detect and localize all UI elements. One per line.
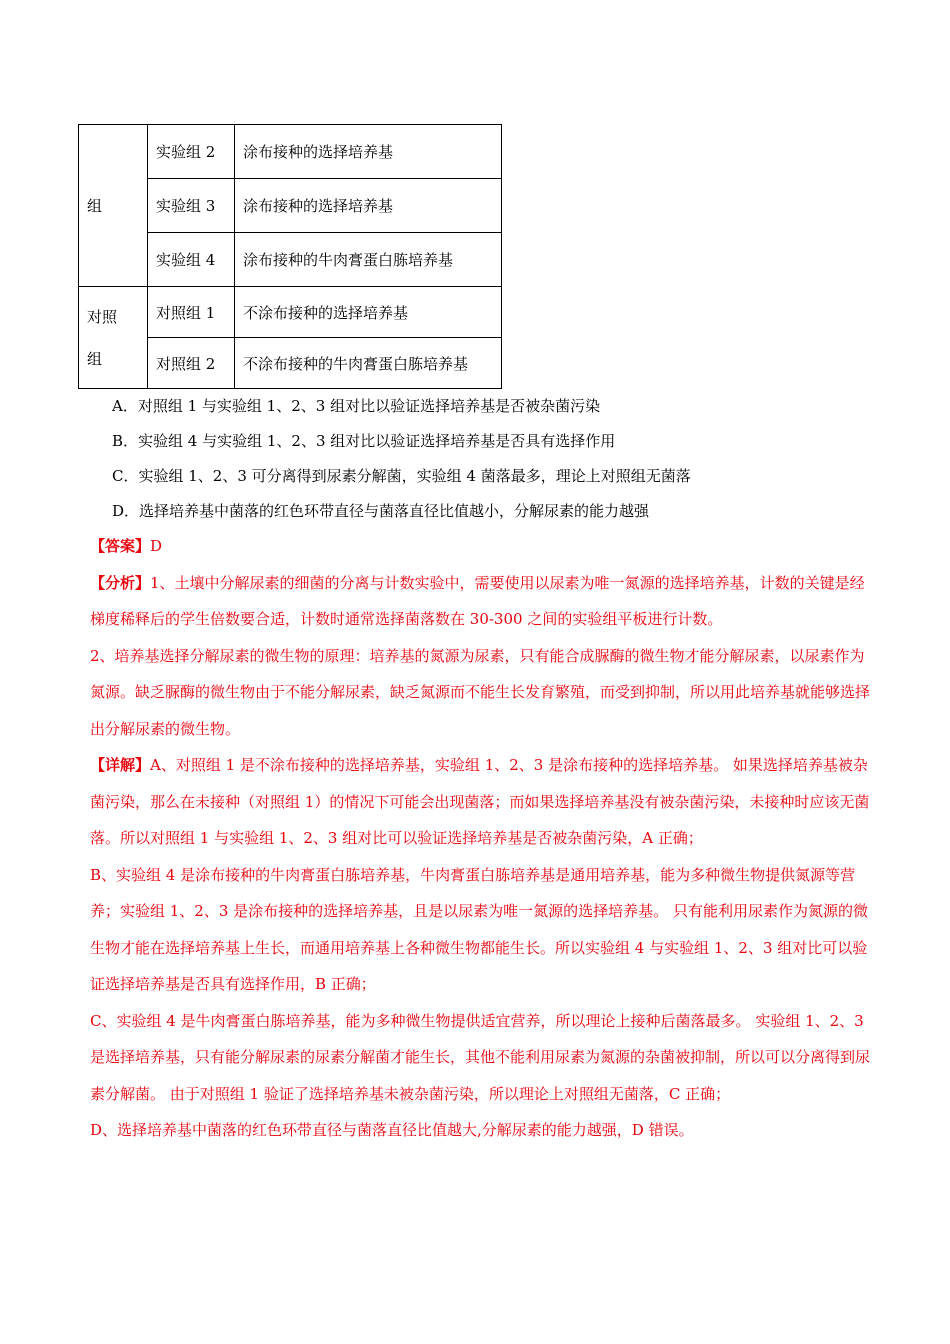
group-control-line2: 组 bbox=[87, 349, 103, 368]
option-b: B．实验组 4 与实验组 1、2、3 组对比以验证选择培养基是否具有选择作用 bbox=[112, 432, 616, 450]
answer-section bbox=[90, 528, 870, 1149]
analysis-para-1 bbox=[90, 565, 870, 638]
row-name: 对照组 1 bbox=[148, 287, 235, 338]
detail-label: 【详解】 bbox=[90, 756, 151, 774]
group-cell-control bbox=[79, 287, 148, 389]
analysis-para-2: 2、培养基选择分解尿素的微生物的原理：培养基的氮源为尿素，只有能合成脲酶的微生物才能分解尿素，以尿素作为氮源。缺乏脲酶的微生物由于不能分解尿素，缺乏氮源而不能生长发育繁殖，而受到抑制，所以用此培养基就能够选择出分解尿素的微生物。 bbox=[90, 646, 871, 738]
row-name: 对照组 2 bbox=[148, 338, 235, 389]
detail-text-a: A、对照组 1 是不涂布接种的选择培养基，实验组 1、2、3 是涂布接种的选择培养基。 如果选择培养基被杂菌污染，那么在未接种（对照组 1）的情况下可能会出现菌落；而如果选择培养基没有被杂菌污染，未接种时应该无菌落。所以对照组 1 与实验组 1、2、3 组对比可以验证选择培养基是否被杂菌污染，A 正确； bbox=[90, 756, 870, 847]
row-desc: 不涂布接种的牛肉膏蛋白胨培养基 bbox=[235, 338, 502, 389]
analysis-label: 【分析】 bbox=[90, 573, 151, 592]
experiment-table bbox=[78, 124, 502, 389]
table-row bbox=[79, 287, 502, 338]
row-name: 实验组 4 bbox=[148, 233, 235, 287]
group-cell-experiment: 组 bbox=[79, 125, 148, 287]
detail-para-b: B、实验组 4 是涂布接种的牛肉膏蛋白胨培养基，牛肉膏蛋白胨培养基是通用培养基，能为多种微生物提供氮源等营养；实验组 1、2、3 是涂布接种的选择培养基，且是以尿素为唯一氮源的选择培养基。 只有能利用尿素作为氮源的微生物才能在选择培养基上生长，而通用培养基上各种微生物都能生长。所以实验组 4 与实验组 1、2、3 组对比可以验证选择培养基是否具有选择作用，B 正确； bbox=[90, 865, 868, 993]
detail-para-c: C、实验组 4 是牛肉膏蛋白胨培养基，能为多种微生物提供适宜营养，所以理论上接种后菌落最多。 实验组 1、2、3 是选择培养基，只有能分解尿素的尿素分解菌才能生长，其他不能利用尿素为氮源的杂菌被抑制，所以可以分离得到尿素分解菌。 由于对照组 1 验证了选择培养基未被杂菌污染，所以理论上对照组无菌落，C 正确； bbox=[90, 1011, 871, 1103]
row-name: 实验组 3 bbox=[148, 179, 235, 233]
row-name: 实验组 2 bbox=[148, 125, 235, 179]
detail-para-d: D、选择培养基中菌落的红色环带直径与菌落直径比值越大,分解尿素的能力越强，D 错误。 bbox=[90, 1121, 694, 1139]
row-desc: 涂布接种的选择培养基 bbox=[235, 125, 502, 179]
answer-line bbox=[90, 528, 870, 565]
row-desc: 涂布接种的牛肉膏蛋白胨培养基 bbox=[235, 233, 502, 287]
detail-para-a bbox=[90, 747, 870, 857]
row-desc: 不涂布接种的选择培养基 bbox=[235, 287, 502, 338]
answer-value: D bbox=[150, 537, 163, 555]
option-a: A．对照组 1 与实验组 1、2、3 组对比以验证选择培养基是否被杂菌污染 bbox=[112, 397, 601, 415]
row-desc: 涂布接种的选择培养基 bbox=[235, 179, 502, 233]
analysis-text-1: 1、土壤中分解尿素的细菌的分离与计数实验中，需要使用以尿素为唯一氮源的选择培养基，计数的关键是经梯度稀释后的学生倍数要合适，计数时通常选择菌落数在 30-300 之间的实验组平板进行计数。 bbox=[90, 573, 865, 628]
group-control-line1: 对照 bbox=[87, 307, 118, 326]
option-d: D．选择培养基中菌落的红色环带直径与菌落直径比值越小，分解尿素的能力越强 bbox=[112, 502, 650, 520]
answer-label: 【答案】 bbox=[90, 537, 151, 555]
table-row bbox=[79, 125, 502, 179]
option-c: C．实验组 1、2、3 可分离得到尿素分解菌，实验组 4 菌落最多，理论上对照组无菌落 bbox=[112, 467, 691, 485]
